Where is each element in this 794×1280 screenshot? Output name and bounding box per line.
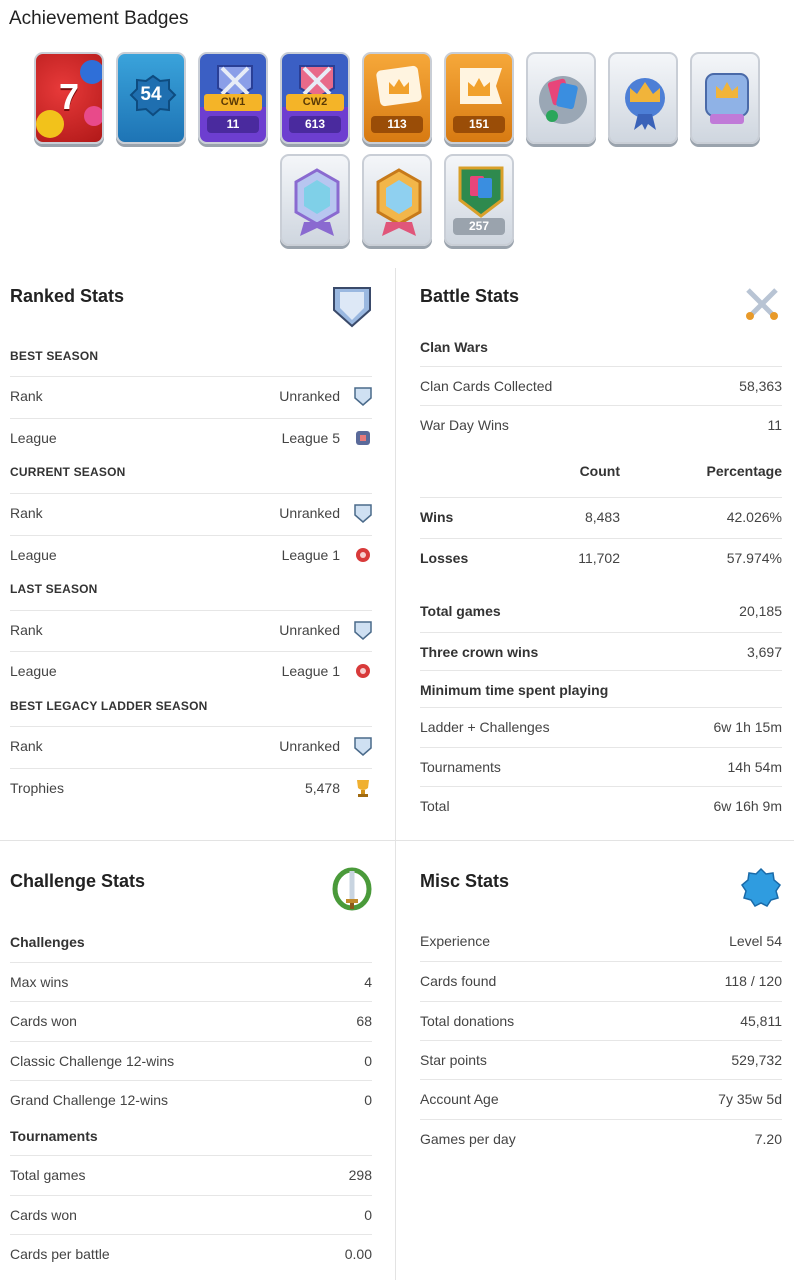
laurel-sword-icon [332,865,372,913]
games-per-day-label: Games per day [420,1130,516,1147]
rank-value: Unranked [279,621,340,638]
best-season-heading: BEST SEASON [10,349,99,363]
battle-stats-title: Battle Stats [420,286,520,306]
crossed-swords-icon [742,284,782,324]
legacy-trophies-row [10,768,372,806]
losses-count: 11,702 [578,549,620,566]
rank-label: Rank [10,504,43,521]
battle-stats-panel [420,286,782,826]
donations-row [420,1001,782,1039]
league-label: League [10,662,57,679]
ladder-label: Ladder + Challenges [420,718,550,735]
wins-pct: 42.026% [726,508,782,525]
trophy-icon [354,778,372,798]
misc-stats-panel [420,871,782,1171]
level-badge[interactable] [116,52,186,144]
classic-row [10,1041,372,1079]
misc-stats-title: Misc Stats [420,871,510,891]
last-rank-row [10,610,372,648]
max-wins-row [10,962,372,1000]
star-points-label: Star points [420,1051,487,1068]
account-age-label: Account Age [420,1090,499,1107]
trophies-label: Trophies [10,779,64,796]
grand-value: 0 [364,1091,372,1108]
experience-label: Experience [420,933,491,949]
tournaments-time-label: Tournaments [420,758,501,775]
total-games-row [420,592,782,630]
shield-icon [354,620,372,640]
crown-flag-badge[interactable] [444,52,514,144]
cw1-badge[interactable] [198,52,268,144]
page-title: Achievement Badges [9,8,189,29]
tournaments-time-value: 14h 54m [727,758,782,775]
cards-badge[interactable] [526,52,596,144]
max-wins-value: 4 [364,973,372,990]
rank-label: Rank [10,387,43,404]
total-time-label: Total [420,797,450,814]
games-per-day-value: 7.20 [754,1130,782,1147]
max-wins-label: Max wins [10,973,69,990]
cw2-count: 613 [289,116,341,133]
rank-label: Rank [10,621,43,638]
collection-count: 257 [453,218,505,235]
t-cards-row [10,1195,372,1233]
badge-level-text: 54 [140,84,162,105]
donations-label: Total donations [420,1012,515,1029]
war-wins-row [420,405,782,443]
tournaments-time-row [420,747,782,785]
games-per-day-row [420,1119,782,1157]
t-cpb-row [10,1234,372,1272]
min-time-label: Minimum time spent playing [420,681,609,698]
king-badge[interactable] [690,52,760,144]
clan-cards-row [420,366,782,404]
t-total-value: 298 [348,1166,372,1183]
crown-card-count: 113 [371,116,423,133]
challenges-heading: Challenges [10,934,85,950]
league-label: League [10,546,57,563]
three-crown-row [420,632,782,670]
experience-row [420,922,782,960]
best-league-row [10,418,372,456]
league-value: League 5 [281,429,340,446]
wins-count: 8,483 [584,508,620,525]
ladder-value: 6w 1h 15m [713,718,782,735]
last-league-row [10,651,372,689]
min-time-row [420,670,782,708]
challenge-stats-title: Challenge Stats [10,871,146,891]
clan-cards-label: Clan Cards Collected [420,377,553,394]
league-icon [354,545,372,565]
league-label: League [10,429,57,446]
total-games-label: Total games [420,603,501,619]
rank-value: Unranked [279,504,340,521]
t-cpb-label: Cards per battle [10,1245,110,1262]
ladder-row [420,707,782,745]
best-legacy-heading: BEST LEGACY LADDER SEASON [10,699,208,713]
section-divider [0,840,794,841]
challenge-stats-panel [10,871,372,1276]
account-age-value: 7y 35w 5d [718,1090,782,1107]
clan-wars-heading: Clan Wars [420,339,488,355]
account-age-row [420,1079,782,1117]
current-league-row [10,535,372,573]
wins-row [420,497,782,535]
classic-label: Classic Challenge 12-wins [10,1052,175,1069]
level-star-icon [740,867,782,909]
count-header: Count [579,463,620,479]
seven-badge[interactable] [34,52,104,144]
shield-icon [354,503,372,523]
t-total-label: Total games [10,1166,86,1183]
t-total-row [10,1155,372,1193]
rank-value: Unranked [279,387,340,404]
trophies-value: 5,478 [304,779,340,796]
war-wins-label: War Day Wins [420,416,509,433]
best-rank-row [10,376,372,414]
rank-value: Unranked [279,737,340,754]
clan-cards-value: 58,363 [739,377,782,394]
cw1-tag: CW1 [204,94,262,111]
star-points-value: 529,732 [731,1051,782,1068]
star-points-row [420,1040,782,1078]
shield-icon [354,736,372,756]
cw2-tag: CW2 [286,94,344,111]
grand-label: Grand Challenge 12-wins [10,1091,168,1108]
current-season-heading: CURRENT SEASON [10,465,126,479]
league-value: League 1 [281,662,340,679]
cw1-count: 11 [207,116,259,133]
last-season-heading: LAST SEASON [10,582,98,596]
badge-grid [0,52,794,256]
three-crown-value: 3,697 [746,643,782,660]
cw2-badge[interactable] [280,52,350,144]
legacy-rank-row [10,726,372,764]
cards-won-row [10,1001,372,1039]
league-icon [354,428,372,448]
cards-found-row [420,961,782,999]
ranked-shield-icon [332,284,372,328]
ranked-stats-panel [10,286,372,816]
total-time-row [420,786,782,824]
t-cards-value: 0 [364,1206,372,1223]
losses-row [420,538,782,576]
rank-label: Rank [10,737,43,754]
war-wins-value: 11 [767,416,782,433]
gold-badge[interactable] [362,154,432,246]
crowns-badge[interactable] [608,52,678,144]
ranked-stats-title: Ranked Stats [10,286,125,306]
column-divider [395,268,396,1280]
crown-card-badge[interactable] [362,52,432,144]
losses-pct: 57.974% [726,549,782,566]
t-cards-label: Cards won [10,1206,77,1223]
crown-flag-count: 151 [453,116,505,133]
classic-value: 0 [364,1052,372,1069]
league-value: League 1 [281,546,340,563]
cards-won-label: Cards won [10,1012,77,1029]
cards-won-value: 68 [356,1012,372,1029]
count-header-row [420,452,782,490]
collection-badge[interactable] [444,154,514,246]
tournaments-heading: Tournaments [10,1128,98,1144]
league-icon [354,661,372,681]
cards-found-value: 118 / 120 [724,972,782,989]
crystal-badge[interactable] [280,154,350,246]
three-crown-label: Three crown wins [420,643,539,660]
percentage-header: Percentage [706,463,782,479]
shield-icon [354,386,372,406]
total-time-value: 6w 16h 9m [713,797,782,814]
losses-label: Losses [420,549,469,566]
experience-value: Level 54 [729,933,782,949]
t-cpb-value: 0.00 [344,1245,372,1262]
donations-value: 45,811 [740,1012,782,1029]
grand-row [10,1080,372,1118]
badge-seven-text: 7 [58,76,80,117]
current-rank-row [10,493,372,531]
cards-found-label: Cards found [420,972,497,989]
wins-label: Wins [420,508,454,525]
total-games-value: 20,185 [739,603,782,619]
